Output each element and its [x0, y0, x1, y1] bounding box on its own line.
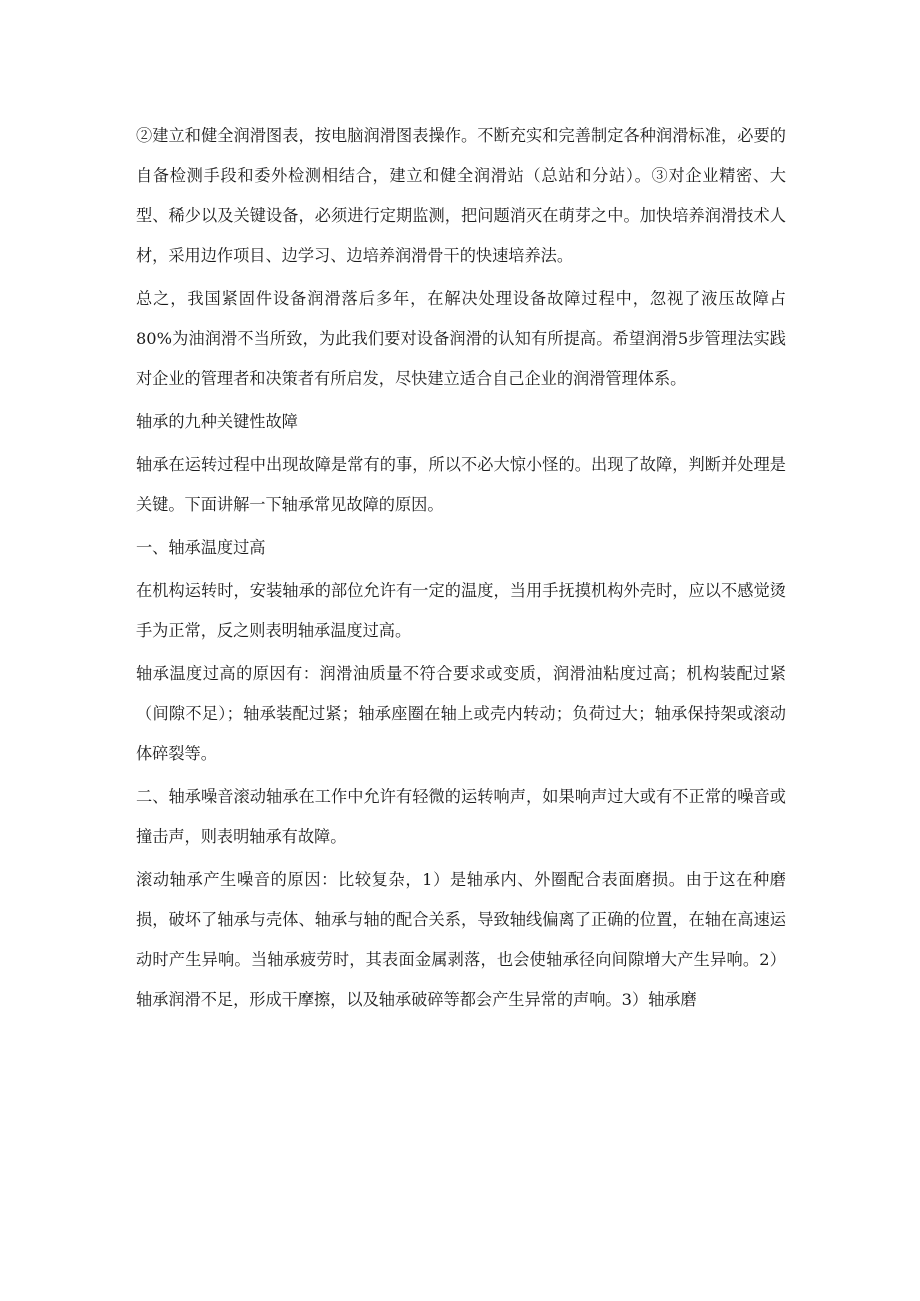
subheading-overheating: 一、轴承温度过高 [136, 538, 266, 557]
paragraph-noise-causes: 滚动轴承产生噪音的原因：比较复杂，1）是轴承内、外圈配合表面磨损。由于这在种磨损，破坏了轴承与壳体、轴承与轴的配合关系，导致轴线偏离了正确的位置，在轴在高速运动时产生异响。当轴承疲劳时，其表面金属剥落，也会使轴承径向间隙增大产生异响。2）轴承润滑不足，形成干摩擦，以及轴承破碎等都会产生异常的声响。3）轴承磨 [136, 870, 786, 1009]
paragraph-conclusion: 总之，我国紧固件设备润滑落后多年，在解决处理设备故障过程中，忽视了液压故障占80%为油润滑不当所致，为此我们要对设备润滑的认知有所提高。希望润滑5步管理法实践对企业的管理者和决策者有所启发，尽快建立适合自己企业的润滑管理体系。 [136, 289, 786, 388]
section-title-bearing-faults: 轴承的九种关键性故障 [136, 412, 298, 431]
paragraph-lubrication-measures: ②建立和健全润滑图表，按电脑润滑图表操作。不断充实和完善制定各种润滑标准，必要的自备检测手段和委外检测相结合，建立和健全润滑站（总站和分站）。③对企业精密、大型、稀少以及关键设备，必须进行定期监测，把问题消灭在萌芽之中。加快培养润滑技术人材，采用边作项目、边学习、边培养润滑骨干的快速培养法。 [136, 126, 786, 265]
document-body [136, 116, 786, 1023]
paragraph-overheating-causes: 轴承温度过高的原因有：润滑油质量不符合要求或变质，润滑油粘度过高；机构装配过紧（间隙不足）；轴承装配过紧；轴承座圈在轴上或壳内转动；负荷过大；轴承保持架或滚动体碎裂等。 [136, 664, 786, 763]
paragraph-intro: 轴承在运转过程中出现故障是常有的事，所以不必大惊小怪的。出现了故障，判断并处理是关键。下面讲解一下轴承常见故障的原因。 [136, 455, 786, 514]
paragraph-overheating-desc: 在机构运转时，安装轴承的部位允许有一定的温度，当用手抚摸机构外壳时，应以不感觉烫手为正常，反之则表明轴承温度过高。 [136, 581, 786, 640]
paragraph-noise: 二、轴承噪音滚动轴承在工作中允许有轻微的运转响声，如果响声过大或有不正常的噪音或撞击声，则表明轴承有故障。 [136, 787, 786, 846]
